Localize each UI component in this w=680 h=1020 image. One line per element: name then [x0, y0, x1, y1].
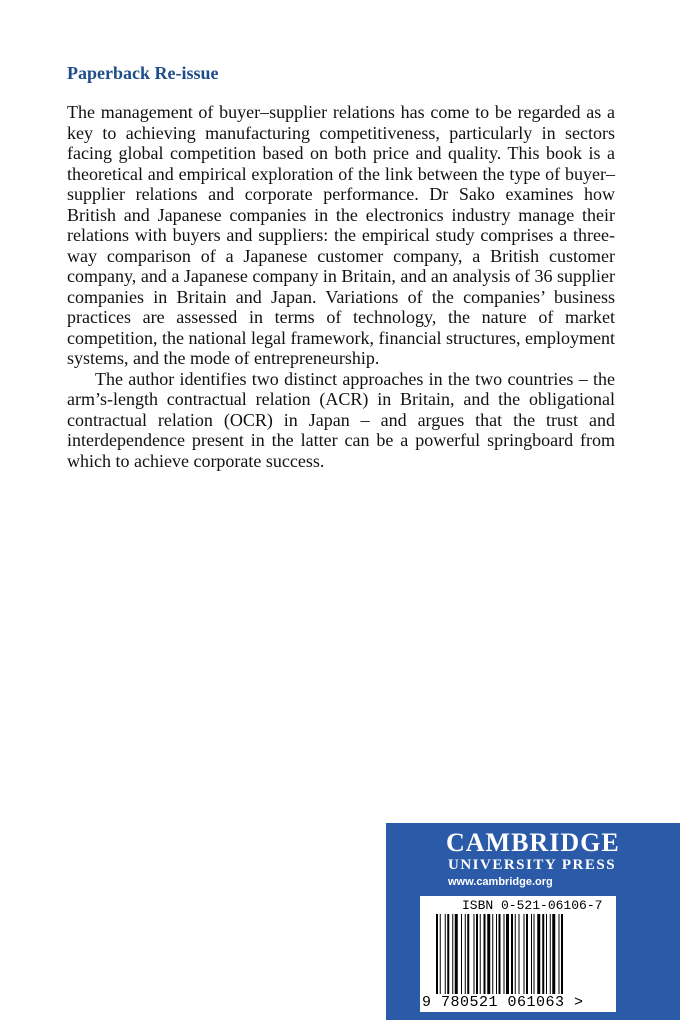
publisher-subtitle: UNIVERSITY PRESS — [448, 857, 617, 873]
barcode-bars-icon — [436, 914, 600, 994]
blurb-paragraph-2: The author identifies two distinct approaches in the two countries – the arm’s-length contractual relation (ACR) in Britain, and the obligational contractual relation (OCR) in Japan – and argues that the trust and interdependence present in the latter can be a powerful springboard from which to achieve corporate success. — [67, 368, 615, 471]
section-heading: Paperback Re-issue — [67, 63, 219, 83]
blurb-text — [67, 102, 615, 471]
blurb-paragraph-1: The management of buyer–supplier relations has come to be regarded as a key to achieving manufacturing competitiveness, particularly in sectors facing global competition based on both price and quality. This book is a theoretical and empirical exploration of the link between the type of buyer–supplier relations and corporate performance. Dr Sako examines how British and Japanese companies in the electronics industry manage their relations with buyers and suppliers: the empirical study comprises a three-way comparison of a Japanese customer company, a British customer company, and a Japanese company in Britain, and an analysis of 36 supplier companies in Britain and Japan. Variations of the companies’ business practices are assessed in terms of technology, the nature of market competition, the national legal framework, financial structures, employment systems, and the mode of entrepreneurship. — [67, 102, 615, 368]
publisher-url: www.cambridge.org — [448, 876, 553, 888]
barcode — [420, 896, 616, 1012]
publisher-panel — [386, 823, 680, 1020]
publisher-name: CAMBRIDGE — [446, 828, 620, 857]
isbn-label: ISBN 0-521-06106-7 — [462, 898, 603, 913]
publisher-logo — [446, 829, 626, 890]
ean-digits: 9 780521 061063 > — [422, 994, 584, 1011]
